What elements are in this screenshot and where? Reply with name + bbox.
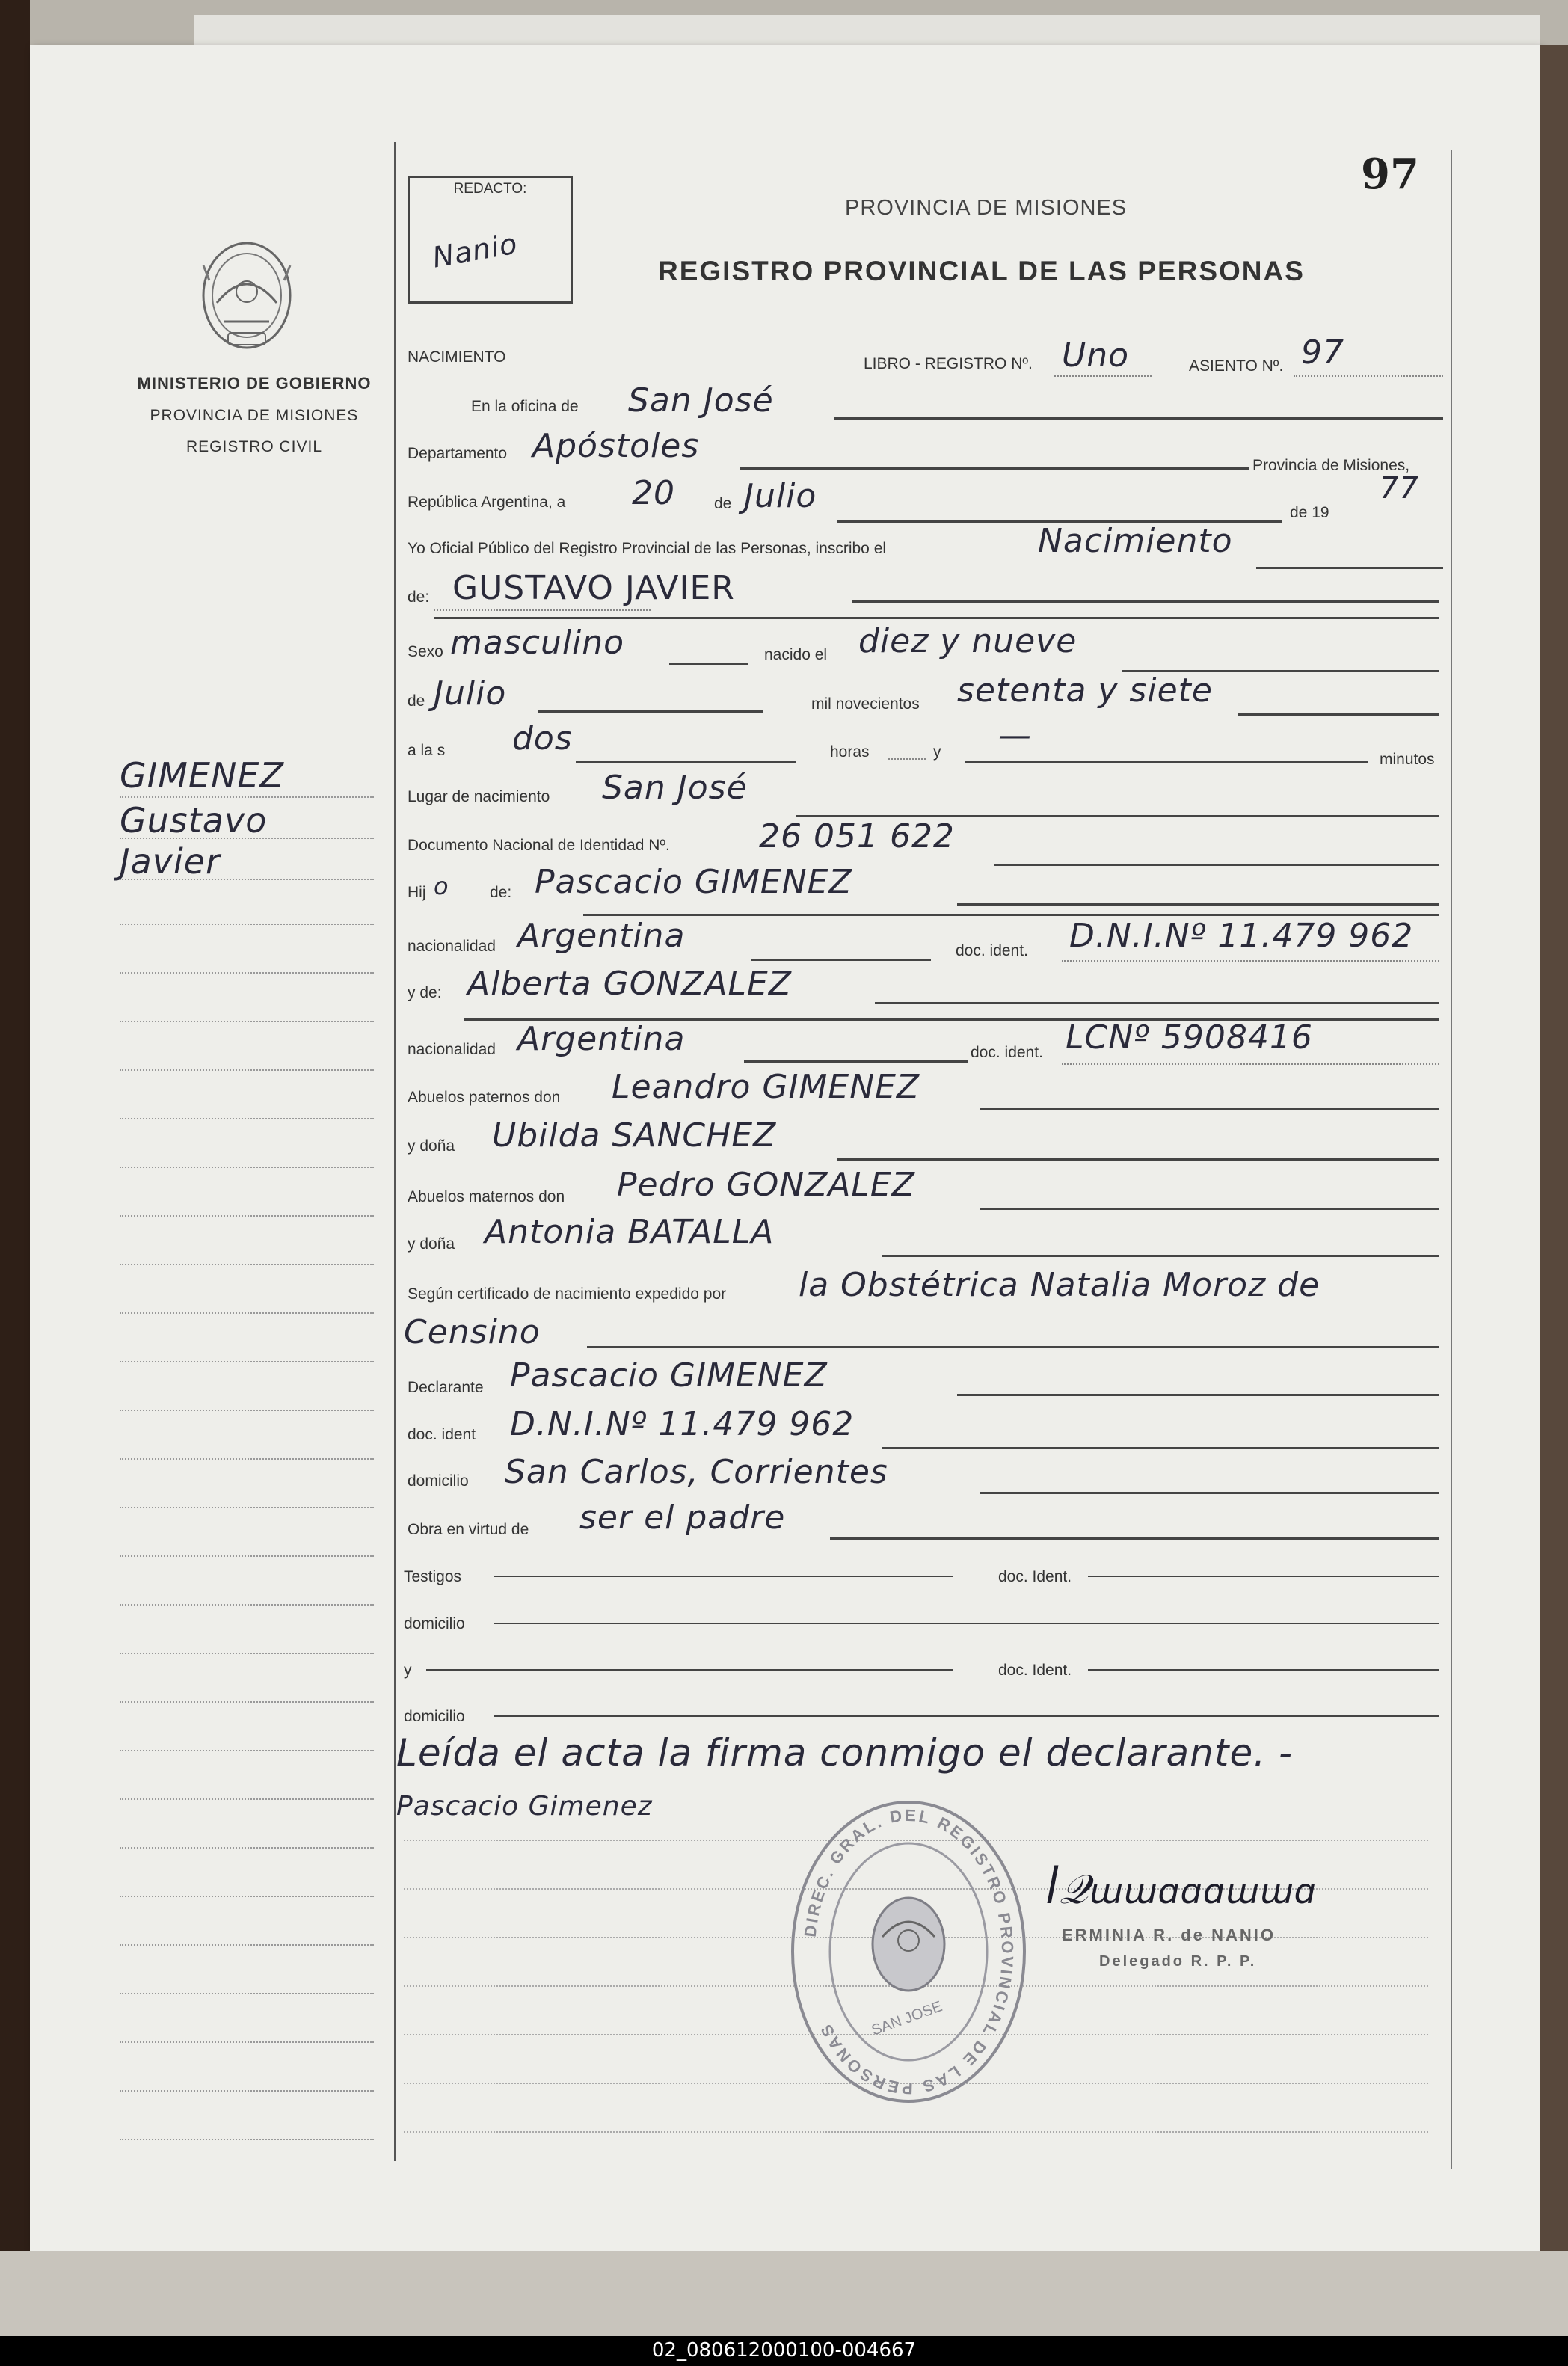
row-certificado: [404, 1266, 1443, 1314]
declarante-value: Pascacio GIMENEZ: [510, 1356, 828, 1395]
mes2-line: [538, 710, 763, 713]
margin-rule: [120, 1021, 374, 1022]
row-documento: [404, 817, 1443, 865]
margin-rule: [120, 796, 374, 798]
doc-declarante-value: D.N.I.Nº 11.479 962: [510, 1405, 855, 1443]
margin-divider: [394, 142, 396, 2161]
row-testigo2-domicilio: [404, 1691, 1443, 1736]
row-fecha-acta: [404, 471, 1443, 522]
margin-rule: [120, 2090, 374, 2092]
row-hora: [404, 716, 1443, 770]
abuelos-mat-label: Abuelos maternos don: [408, 1188, 565, 1205]
row-sexo: [404, 622, 1443, 672]
testigos-label: Testigos: [404, 1568, 462, 1585]
ministry-block: [120, 374, 389, 456]
abuelo-mat-line: [980, 1208, 1439, 1210]
alas-value: dos: [512, 719, 573, 758]
oficina-line: [834, 417, 1443, 420]
officer-signature: ꟾ𝒬ɯɯɑɑɑɯɯɑ: [1047, 1866, 1317, 1913]
testigo2-domicilio-line: [494, 1715, 1439, 1717]
book-spine: [1540, 45, 1568, 2251]
margin-first-name: Gustavo: [120, 800, 268, 841]
segun-value: la Obstétrica Natalia Moroz de: [799, 1266, 1320, 1304]
padre-line: [957, 903, 1439, 906]
row-abuelo-mat: [404, 1166, 1443, 1215]
row-madre: [404, 966, 1443, 1011]
officer-title: Delegado R. P. P.: [1099, 1953, 1257, 1970]
de3-label: de: [408, 692, 425, 710]
docident3-label: doc. Ident.: [998, 1568, 1072, 1585]
alas-line: [576, 761, 796, 763]
margin-rule: [120, 2041, 374, 2043]
nac-madre-line: [744, 1060, 968, 1063]
abuelo-pat-value: Leandro GIMENEZ: [612, 1068, 920, 1106]
oficina-value: San José: [628, 381, 774, 420]
dia-value: 20: [632, 474, 675, 512]
mes2-value: Julio: [434, 675, 507, 713]
minutos-label: minutos: [1380, 751, 1435, 768]
nac-padre-value: Argentina: [517, 917, 686, 955]
departamento-line: [740, 467, 1249, 470]
padre-value: Pascacio GIMENEZ: [535, 863, 852, 901]
margin-middle-name: Javier: [120, 841, 221, 882]
row-oficina: [404, 381, 1443, 426]
minutos-value: —: [998, 716, 1032, 755]
y-label: y: [933, 743, 941, 760]
yo-label: Yo Oficial Público del Registro Provincial de las Personas, inscribo el: [408, 540, 887, 557]
de-label: de: [714, 495, 732, 512]
testigos-doc-line: [1088, 1576, 1439, 1577]
madre-line: [875, 1002, 1439, 1004]
docident4-label: doc. Ident.: [998, 1662, 1072, 1679]
lower-pages: [0, 2251, 1568, 2341]
row-testigos-domicilio: [404, 1599, 1443, 1644]
margin-rule: [120, 1215, 374, 1217]
domicilio2-label: domicilio: [404, 1615, 465, 1632]
libro-dots: [1054, 375, 1152, 377]
margin-rule: [120, 2139, 374, 2140]
record-type-label: NACIMIENTO: [408, 348, 506, 366]
inscribo-line: [1256, 567, 1443, 569]
abuela-pat-line: [837, 1158, 1439, 1161]
segun-label: Según certificado de nacimiento expedido por: [408, 1285, 727, 1303]
ministry-name: MINISTERIO DE GOBIERNO: [137, 374, 372, 393]
stamp-inner-text: SAN JOSE: [869, 1998, 945, 2039]
margin-rule: [120, 1312, 374, 1314]
mil-line: [1238, 713, 1439, 716]
departamento-value: Apóstoles: [532, 427, 700, 465]
row-departamento: [404, 427, 1443, 475]
closing-statement: Leída el acta la firma conmigo el declarante. -: [396, 1731, 1294, 1775]
sexo-line: [669, 663, 748, 665]
margin-rule: [120, 1944, 374, 1946]
page-number: 97: [1361, 150, 1419, 199]
stamp-text: DIREC. GRAL. DEL REGISTRO PROVINCIAL DE LAS PERSONAS: [800, 1805, 1018, 2098]
obra-value: ser el padre: [579, 1499, 786, 1537]
row-abuelo-pat: [404, 1068, 1443, 1116]
right-border: [1451, 150, 1452, 2169]
margin-rule: [120, 1653, 374, 1654]
de2-label: de:: [408, 589, 430, 606]
obra-label: Obra en virtud de: [408, 1521, 529, 1538]
minutos-line: [965, 761, 1368, 763]
domicilio-value: San Carlos, Corrientes: [505, 1453, 888, 1491]
row-declarante: [404, 1356, 1443, 1406]
margin-rule: [120, 1458, 374, 1460]
docident-label: doc. ident.: [956, 942, 1028, 959]
libro-label: LIBRO - REGISTRO Nº.: [864, 355, 1033, 372]
republica-label: República Argentina, a: [408, 494, 566, 511]
doc-madre-dots: [1062, 1063, 1439, 1065]
officer-name: ERMINIA R. de NANIO: [1062, 1926, 1276, 1944]
docident-madre-label: doc. ident.: [971, 1044, 1043, 1061]
nacionalidad-label: nacionalidad: [408, 938, 496, 955]
documento-label: Documento Nacional de Identidad Nº.: [408, 837, 670, 854]
margin-rule: [120, 1896, 374, 1897]
row-testigo2: [404, 1645, 1443, 1690]
row-abuela-mat: [404, 1213, 1443, 1262]
margin-rule: [120, 1847, 374, 1849]
margin-rule: [120, 924, 374, 925]
domicilio3-label: domicilio: [404, 1708, 465, 1725]
horas-dots: [888, 758, 926, 760]
row-anio-nac: [404, 672, 1443, 719]
nombre-line2: [434, 617, 1439, 619]
nac-padre-line: [751, 959, 931, 961]
margin-rule: [120, 1361, 374, 1362]
lugar-value: San José: [602, 769, 748, 807]
hijo-de-label: de:: [490, 884, 512, 901]
testigo2-line: [426, 1669, 953, 1671]
row-abuela-pat: [404, 1116, 1443, 1164]
margin-rule: [120, 1993, 374, 1994]
horas-label: horas: [830, 743, 870, 760]
margin-rule: [120, 879, 374, 880]
mil-value: setenta y siete: [957, 672, 1213, 710]
nacido-value: diez y nueve: [858, 622, 1077, 660]
mes-value: Julio: [744, 477, 817, 515]
row-domicilio: [404, 1453, 1443, 1501]
row-padre: [404, 863, 1443, 912]
doc-declarante-line: [882, 1447, 1439, 1449]
domicilio-line: [980, 1492, 1439, 1494]
nombre-line: [852, 600, 1439, 603]
margin-rule: [120, 1701, 374, 1703]
padre-line2: [583, 914, 1439, 916]
margin-rule: [120, 1118, 374, 1119]
nacido-label: nacido el: [764, 646, 828, 663]
sexo-label: Sexo: [408, 643, 443, 660]
alas-label: a la s: [408, 742, 446, 759]
anio-value: 77: [1380, 471, 1419, 506]
header-title: REGISTRO PROVINCIAL DE LAS PERSONAS: [658, 256, 1305, 286]
row-certificado-2: [404, 1313, 1443, 1361]
obra-line: [830, 1537, 1439, 1540]
abuelos-pat-label: Abuelos paternos don: [408, 1089, 561, 1106]
row-nombre: [404, 569, 1443, 617]
margin-rule: [120, 838, 374, 839]
margin-surname: GIMENEZ: [120, 755, 284, 796]
nombre-dots: [434, 609, 651, 611]
asiento-value: 97: [1301, 334, 1344, 372]
row-doc-declarante: [404, 1405, 1443, 1454]
nacionalidad-madre-label: nacionalidad: [408, 1041, 496, 1058]
testigos-domicilio-line: [494, 1623, 1439, 1624]
margin-rule: [120, 1798, 374, 1800]
domicilio-label: domicilio: [408, 1472, 469, 1490]
abuela-mat-value: Antonia BATALLA: [485, 1213, 775, 1251]
row-nac-madre: [404, 1018, 1443, 1069]
header-province: PROVINCIA DE MISIONES: [845, 196, 1128, 220]
documento-value: 26 051 622: [759, 817, 955, 855]
segun-value-2: Censino: [404, 1313, 541, 1351]
redacto-box: [408, 176, 573, 304]
margin-rule: [120, 1069, 374, 1071]
row-lugar: [404, 769, 1443, 817]
margin-rule: [120, 1410, 374, 1411]
margin-rule: [120, 1264, 374, 1265]
row-libro: [404, 334, 1443, 381]
declarant-signature: Pascacio Gimenez: [396, 1791, 653, 1822]
testigo2-doc-line: [1088, 1669, 1439, 1671]
doc-padre-dots: [1062, 960, 1439, 962]
margin-rule: [120, 1507, 374, 1508]
nombre-value: GUSTAVO JAVIER: [452, 569, 735, 607]
row-obra: [404, 1499, 1443, 1548]
asiento-dots: [1294, 375, 1443, 377]
ministry-registry: REGISTRO CIVIL: [185, 438, 323, 455]
hijo-suffix: o: [434, 872, 449, 900]
abuela-pat-value: Ubilda SANCHEZ: [492, 1116, 777, 1155]
official-stamp-icon: [785, 1795, 1032, 2112]
abuela-mat-line: [882, 1255, 1439, 1257]
margin-rule: [120, 972, 374, 974]
declarante-line: [957, 1394, 1439, 1396]
margin-rule: [120, 1604, 374, 1606]
ydona-mat-label: y doña: [408, 1235, 455, 1253]
segun-line: [587, 1346, 1439, 1348]
sexo-value: masculino: [450, 624, 625, 662]
doc-padre-value: D.N.I.Nº 11.479 962: [1069, 917, 1414, 955]
row-testigos: [404, 1552, 1443, 1597]
coat-of-arms-icon: [187, 236, 307, 359]
row-nac-padre: [404, 917, 1443, 966]
provincia-label: Provincia de Misiones,: [1252, 457, 1410, 474]
ydona-label: y doña: [408, 1137, 455, 1155]
departamento-label: Departamento: [408, 445, 508, 462]
row-inscribo: [404, 523, 1443, 568]
documento-line: [994, 864, 1439, 866]
libro-value: Uno: [1062, 337, 1130, 375]
desk-edge: [0, 0, 30, 2366]
anio-label: de 19: [1290, 504, 1329, 521]
margin-rule: [120, 1555, 374, 1557]
mil-label: mil novecientos: [811, 695, 920, 713]
testigos-line: [494, 1576, 953, 1577]
abuelo-mat-value: Pedro GONZALEZ: [617, 1166, 915, 1204]
declarante-label: Declarante: [408, 1379, 484, 1396]
margin-rule: [120, 1750, 374, 1751]
ministry-province: PROVINCIA DE MISIONES: [150, 407, 359, 424]
hijo-label: Hij: [408, 884, 426, 901]
y2-label: y: [404, 1662, 412, 1679]
redacto-label: REDACTO:: [453, 181, 527, 197]
docident2-label: doc. ident: [408, 1426, 476, 1443]
margin-rule: [120, 1167, 374, 1168]
lugar-label: Lugar de nacimiento: [408, 788, 550, 805]
asiento-label: ASIENTO Nº.: [1189, 357, 1284, 375]
nac-madre-value: Argentina: [517, 1020, 686, 1058]
abuelo-pat-line: [980, 1108, 1439, 1110]
blank-rule: [404, 2131, 1428, 2133]
oficina-label: En la oficina de: [471, 398, 579, 415]
footer-id: 02_080612000100-004667: [651, 2339, 917, 2362]
yde-label: y de:: [408, 984, 442, 1001]
madre-value: Alberta GONZALEZ: [467, 965, 792, 1003]
doc-madre-value: LCNº 5908416: [1066, 1018, 1313, 1057]
redacto-value: Nanio: [430, 227, 520, 274]
inscribo-value: Nacimiento: [1038, 522, 1233, 560]
